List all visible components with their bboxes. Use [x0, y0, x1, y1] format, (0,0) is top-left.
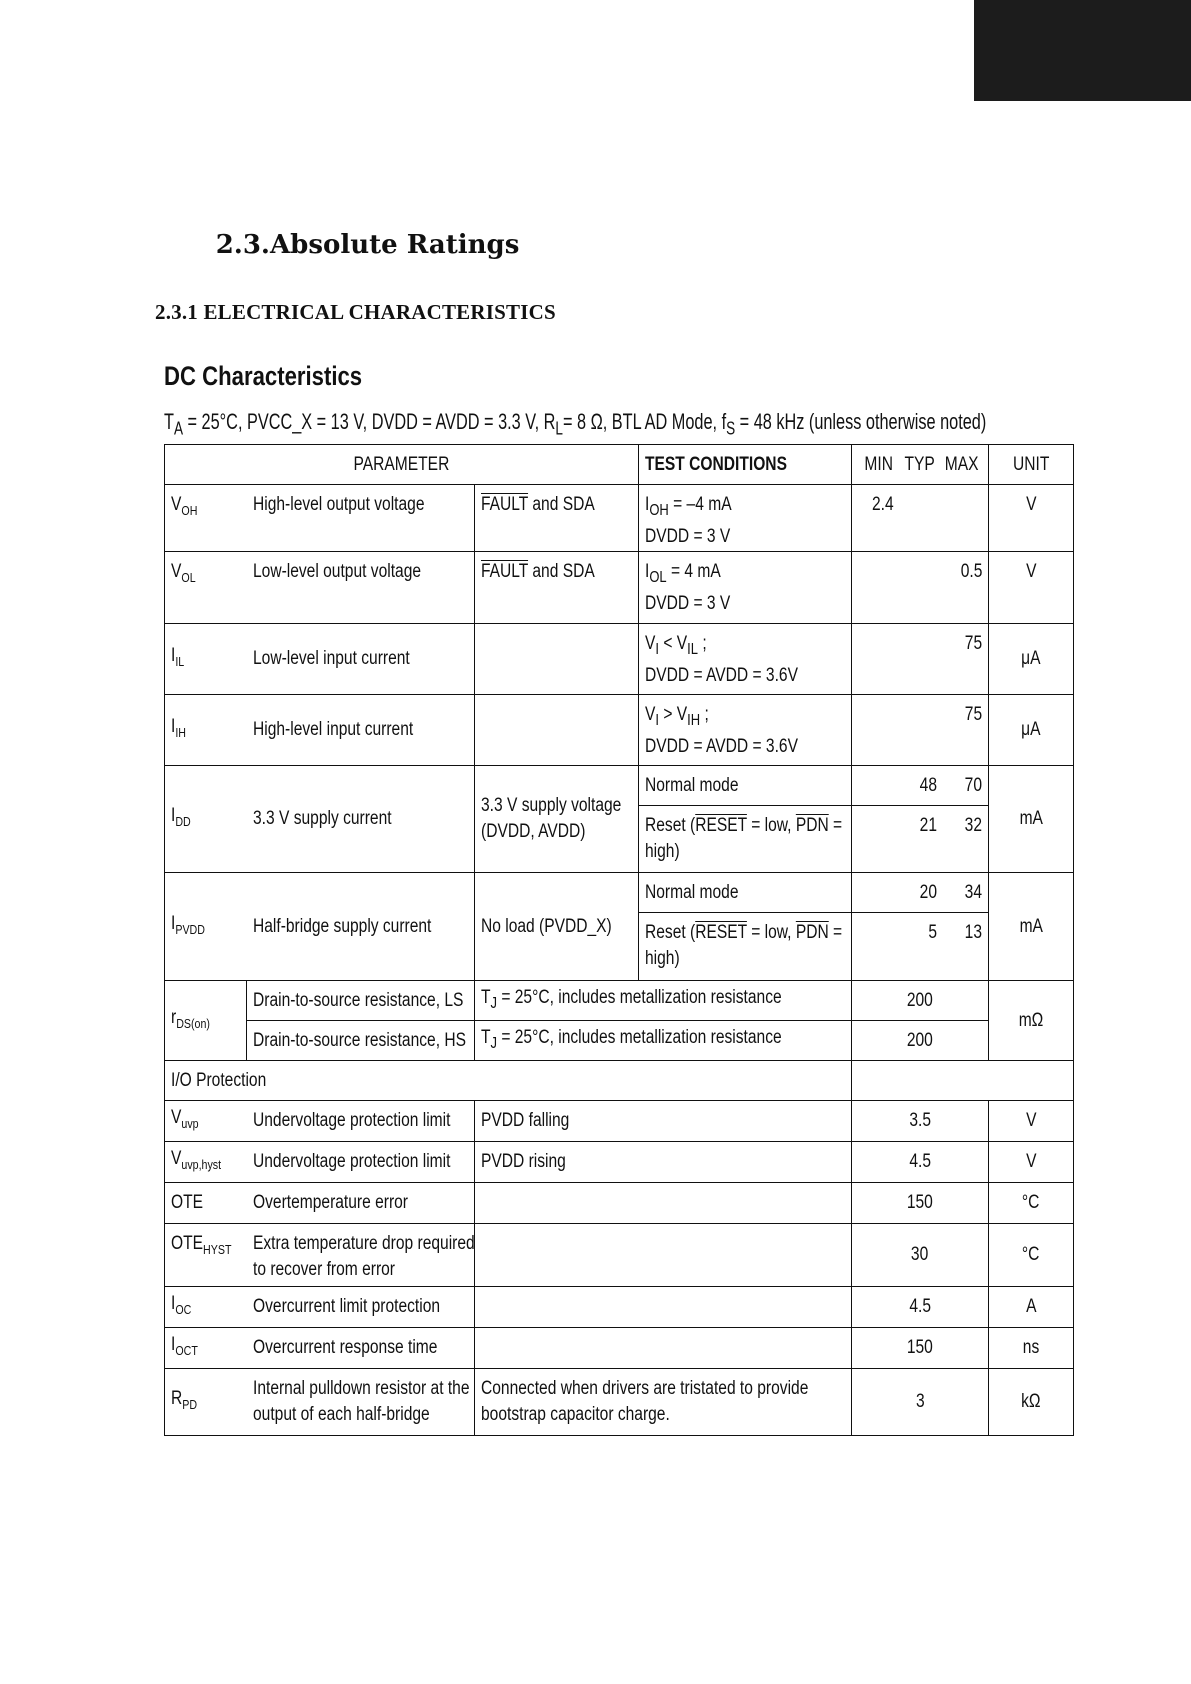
dc-characteristics-title: DC Characteristics — [164, 361, 363, 391]
table-row: $I_{OCT}$ Overcurrent response time 150 ns — [165, 1328, 1074, 1369]
table-row: Reset (RESET = low, $\overline{PDN}$ = high) 5 13 — [165, 913, 1074, 981]
table-row: $I_{DD}$ 3.3 V supply current 3.3 V supply voltage (DVDD, AVDD) Normal mode 48 70 mA — [165, 766, 1074, 806]
header-min-typ-max: MIN TYP MAX — [852, 445, 989, 485]
table-header-row — [165, 445, 1074, 485]
table-row: Reset (RESET = low, $\overline{PDN}$ = high) 21 32 — [165, 806, 1074, 873]
section-title: Absolute Ratings — [270, 230, 520, 260]
table-row: $V_{OH}$ High-level output voltage FAULT and SDA $I_{OH} = -4$ mA DVDD = 3 V 2.4 V — [165, 485, 1074, 552]
dc-characteristics-table — [164, 444, 1074, 1436]
table-row: $R_{PD}$ Internal pulldown resistor at the output of each half-bridge Connected when drivers are tristated to provide bootstrap capacitor charge. 3 kΩ — [165, 1369, 1074, 1436]
table-row: $I_{PVDD}$ Half-bridge supply current No load (PVDD_X) Normal mode 20 34 mA — [165, 873, 1074, 913]
header-parameter: PARAMETER — [165, 445, 639, 485]
table-row: $V_{OL}$ Low-level output voltage FAULT and SDA $I_{OL} = 4$ mA DVDD = 3 V 0.5 V — [165, 552, 1074, 624]
table-row: OTE Overtemperature error 150 °C — [165, 1183, 1074, 1224]
table-row: $OTE_{HYST}$ Extra temperature drop required to recover from error 30 °C — [165, 1224, 1074, 1287]
table-row: $V_{uvp,hyst}$ Undervoltage protection limit PVDD rising 4.5 V — [165, 1142, 1074, 1183]
table-row: $I_{OC}$ Overcurrent limit protection 4.5 A — [165, 1287, 1074, 1328]
section-heading — [198, 230, 519, 260]
table-row: $V_{uvp}$ Undervoltage protection limit PVDD falling 3.5 V — [165, 1101, 1074, 1142]
corner-tab-block — [974, 0, 1191, 101]
header-test-conditions: TEST CONDITIONS — [639, 445, 852, 485]
table-row: $r_{DS(on)}$ Drain-to-source resistance, LS $T_J = 25^\circ C$, includes metallization resistance 200 mΩ — [165, 981, 1074, 1021]
io-protection-label: I/O Protection — [171, 1069, 267, 1091]
table-row: Drain-to-source resistance, HS $T_J = 25^\circ C$, includes metallization resistance 200 — [165, 1021, 1074, 1061]
table-row: $I_{IL}$ Low-level input current $V_I < V_{IL}$ ; DVDD = AVDD = 3.6V 75 μA — [165, 624, 1074, 695]
subsection-heading: 2.3.1 ELECTRICAL CHARACTERISTICS — [155, 300, 556, 324]
section-number: 2.3. — [215, 230, 270, 260]
table-row — [165, 1061, 1074, 1101]
dc-test-conditions: $T_A = 25^\circ C$, PVCC_X = 13 V, DVDD = AVDD = 3.3 V, $R_L= 8$ Ω, BTL AD Mode, $f_S = 48$ kHz (unless otherwise noted) — [164, 409, 987, 439]
table-row: $I_{IH}$ High-level input current $V_I > V_{IH}$ ; DVDD = AVDD = 3.6V 75 μA — [165, 695, 1074, 766]
header-unit: UNIT — [989, 445, 1074, 485]
